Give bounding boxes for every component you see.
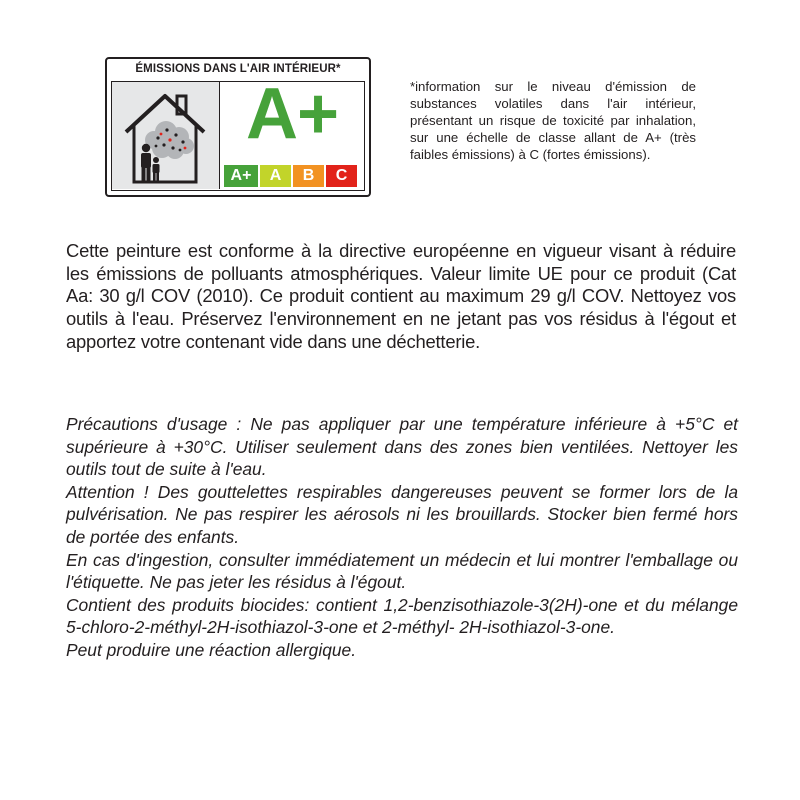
precaution-biocides: Contient des produits biocides: contient 1,2-benzisothiazole-3(2H)-one et du mélange 5-chloro-2-méthyl-2H-isothiazol-3-one et 2-méthyl- 2H-isothiazol-3-one. <box>66 594 738 638</box>
scale-class-a: A <box>260 165 291 187</box>
precaution-allergy: Peut produire une réaction allergique. <box>66 639 357 660</box>
precaution-warning: Attention ! Des gouttelettes respirables dangereuses peuvent se former lors de la pulvérisation. Ne pas respirer les aérosols ni les brouillards. Stocker bien fermé hors de portée des enfants. <box>66 481 738 547</box>
emission-grade: A+ <box>245 74 339 154</box>
precaution-usage: Précautions d'usage : Ne pas appliquer par une température inférieure à +5°C et supérieure à +30°C. Utiliser seulement dans des zones bien ventilées. Nettoyer les outils tout de suite à l'eau. <box>66 414 738 480</box>
emission-scale <box>224 165 357 187</box>
emissions-label-body <box>111 74 365 191</box>
scale-class-aplus: A+ <box>224 165 258 187</box>
conformity-paragraph: Cette peinture est conforme à la directive européenne en vigueur visant à réduire les émissions de polluants atmosphériques. Valeur limite UE pour ce produit (Cat Aa: 30 g/l COV (2010). Ce produit contient au maximum 29 g/l COV. Nettoyez vos outils à l'eau. Préservez l'environnement en ne jetant pas vos résidus à l'égout et apportez votre contenant vide dans une déchetterie. <box>66 240 736 352</box>
scale-class-c: C <box>326 165 357 187</box>
scale-class-b: B <box>293 165 324 187</box>
precautions-block <box>66 413 738 662</box>
emissions-footnote: *information sur le niveau d'émission de substances volatiles dans l'air intérieur, présentant un risque de toxicité par inhalation, sur une échelle de classe allant de A+ (très faibles émissions) à C (fortes émissions). <box>410 79 696 163</box>
emissions-label <box>105 57 371 197</box>
house-family-pollution-icon <box>112 82 220 189</box>
precaution-ingestion: En cas d'ingestion, consulter immédiatement un médecin et lui montrer l'emballage ou l'étiquette. Ne pas jeter les résidus à l'égout. <box>66 549 738 593</box>
emissions-label-title: ÉMISSIONS DANS L'AIR INTÉRIEUR* <box>135 63 341 75</box>
